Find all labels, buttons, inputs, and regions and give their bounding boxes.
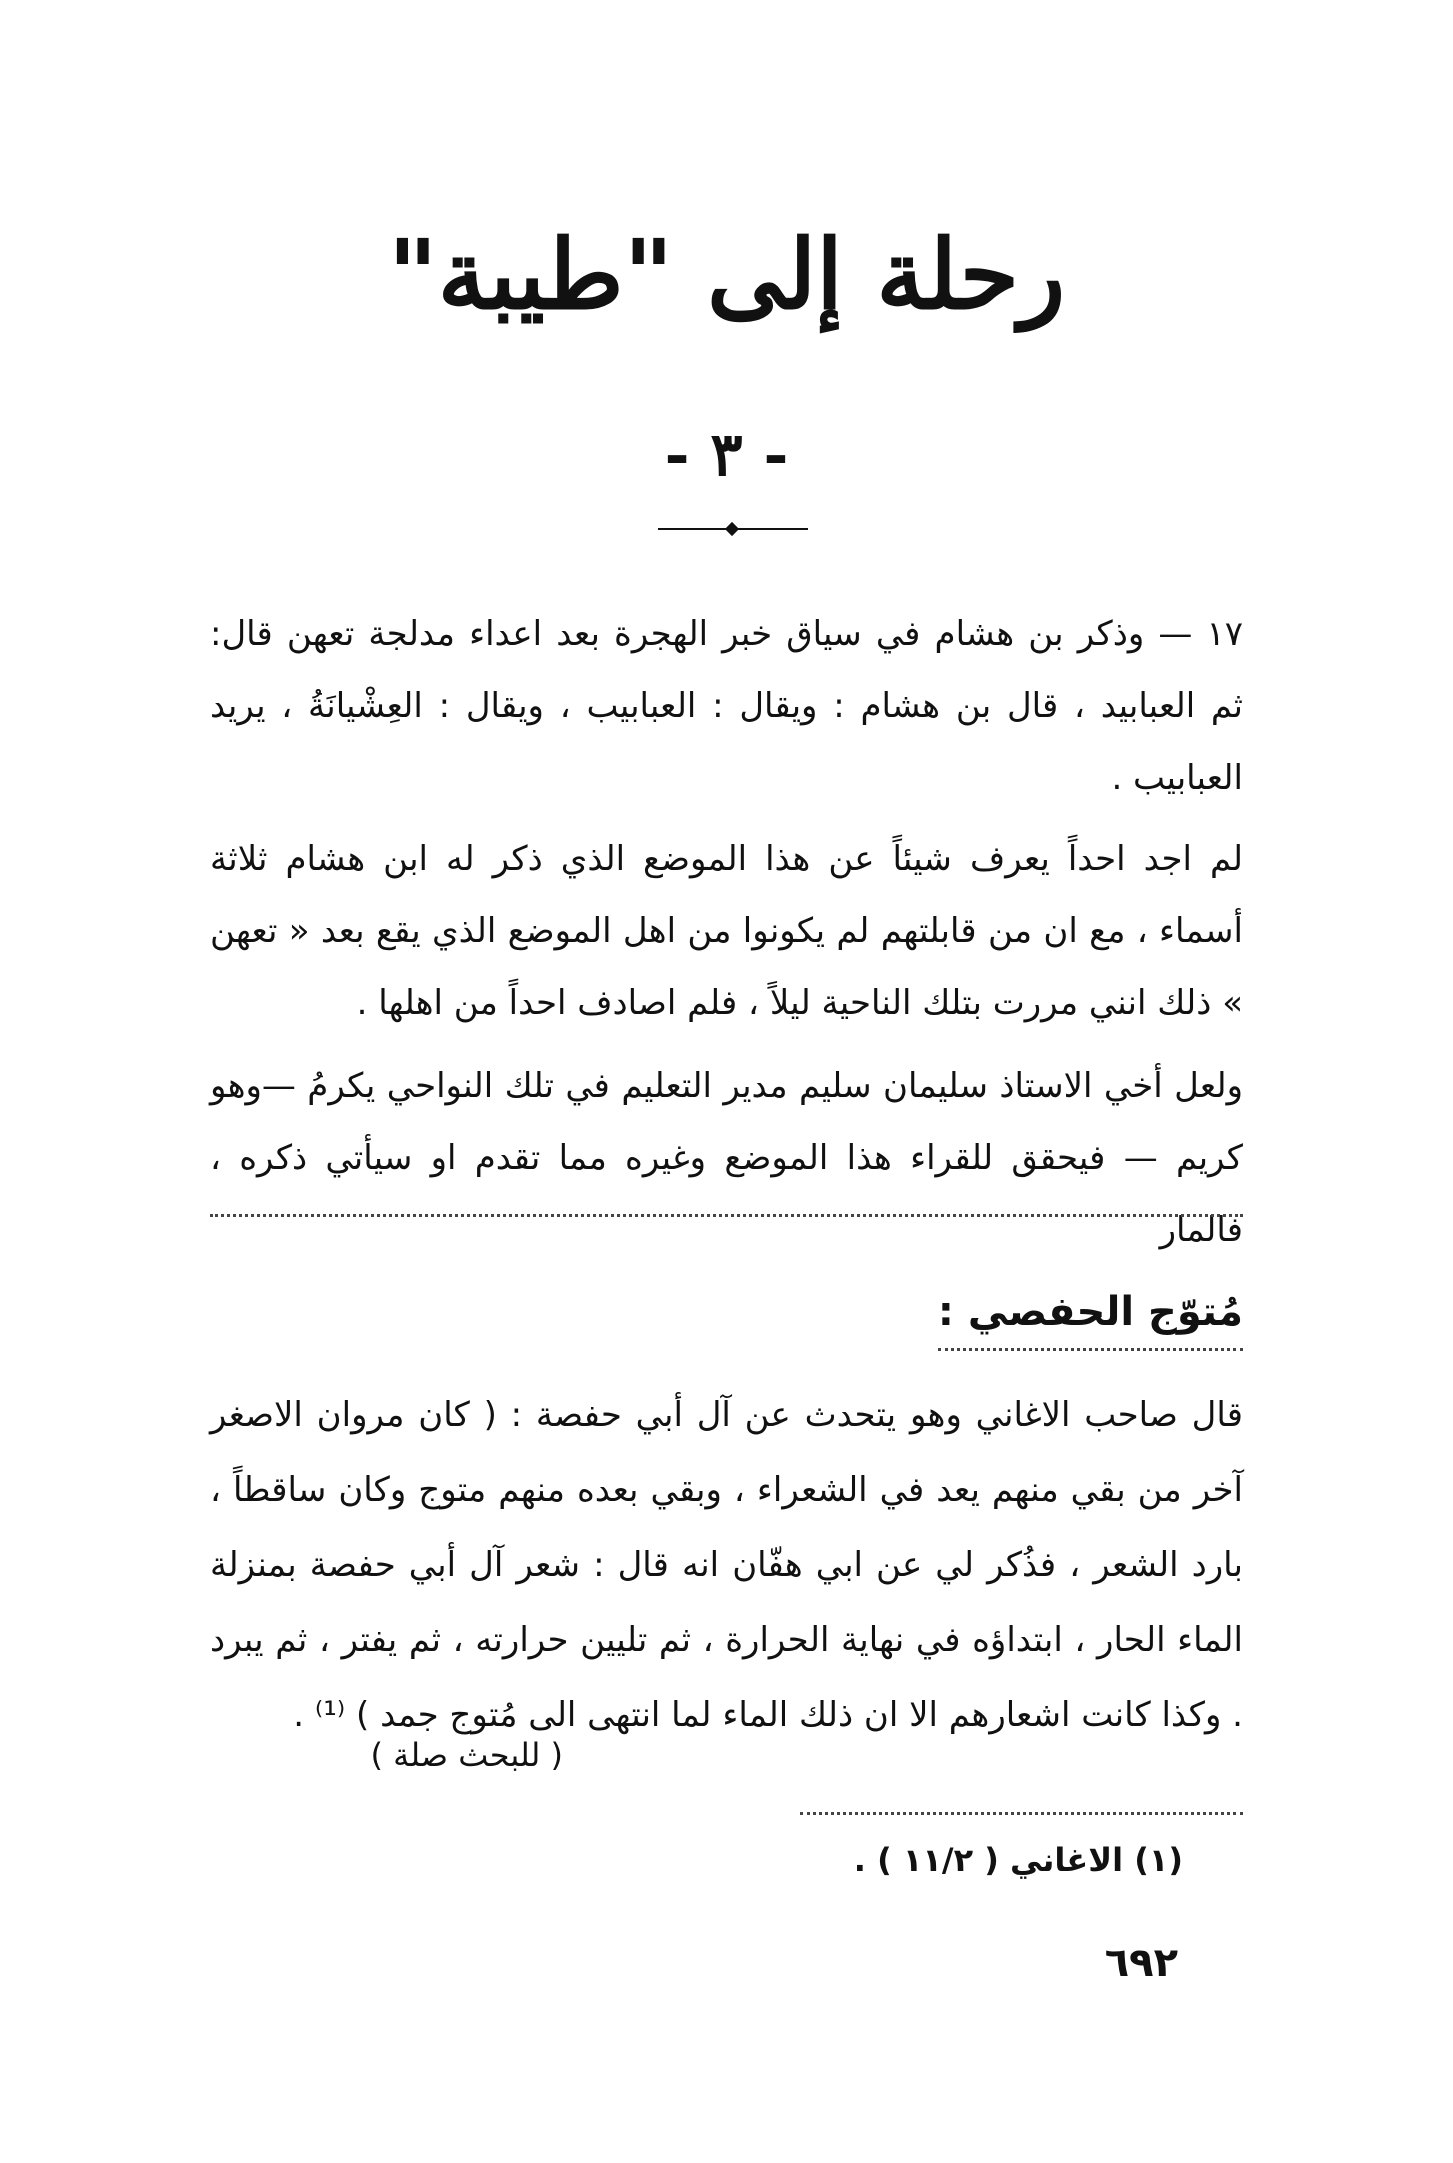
footnote-separator: [800, 1812, 1243, 1815]
footnote: (١) الاغاني ( ١١/٢ ) .: [853, 1841, 1183, 1879]
paragraph-names: لم اجد احداً يعرف شيئاً عن هذا الموضع الذي ذكر له ابن هشام ثلاثة أسماء ، مع ان من قابلتهم لم يكونوا من اهل الموضع الذي يقع بعد « تعهن » ذلك انني مررت بتلك الناحية ليلاً ، فلم اصادف احداً من اهلها .: [210, 839, 1243, 1023]
part-number: - ٣ -: [664, 420, 789, 490]
article-title: رحلة إلى "طيبة": [387, 218, 1066, 331]
paragraph-request: ولعل أخي الاستاذ سليمان سليم مدير التعليم في تلك النواحي يكرمُ —وهو كريم — فيحقق للقراء هذا الموضع وغيره مما تقدم او سيأتي ذكره ، فالمار: [210, 1066, 1243, 1250]
ornament-divider: [658, 522, 808, 536]
page-number: ٦٩٢: [1104, 1940, 1178, 1986]
section-separator: [210, 1214, 1243, 1217]
paragraph-17: ١٧ — وذكر بن هشام في سياق خبر الهجرة بعد اعداء مدلجة تعهن قال: ثم العبابيد ، قال بن هشام : ويقال : العبابيب ، ويقال : العِشْيانَةُ ، يريد العبابيب .: [210, 614, 1243, 798]
ornament-diamond-icon: [725, 522, 739, 536]
section-heading: مُتوّج الحفصي :: [938, 1282, 1243, 1351]
section-paragraph: قال صاحب الاغاني وهو يتحدث عن آل أبي حفصة : ( كان مروان الاصغر آخر من بقي منهم يعد في الشعراء ، وبقي بعده منهم متوج وكان ساقطاً ، بارد الشعر ، فذُكر لي عن ابي هفّان انه قال : شعر آل أبي حفصة بمنزلة الماء الحار ، ابتداؤه في نهاية الحرارة ، ثم تليين حرارته ، ثم يفتر ، ثم يبرد . وكذا كانت اشعارهم الا ان ذلك الماء لما انتهى الى مُتوج جمد ) ⁽¹⁾ .: [210, 1395, 1243, 1735]
to-be-continued-note: ( للبحث صلة ): [370, 1736, 563, 1774]
